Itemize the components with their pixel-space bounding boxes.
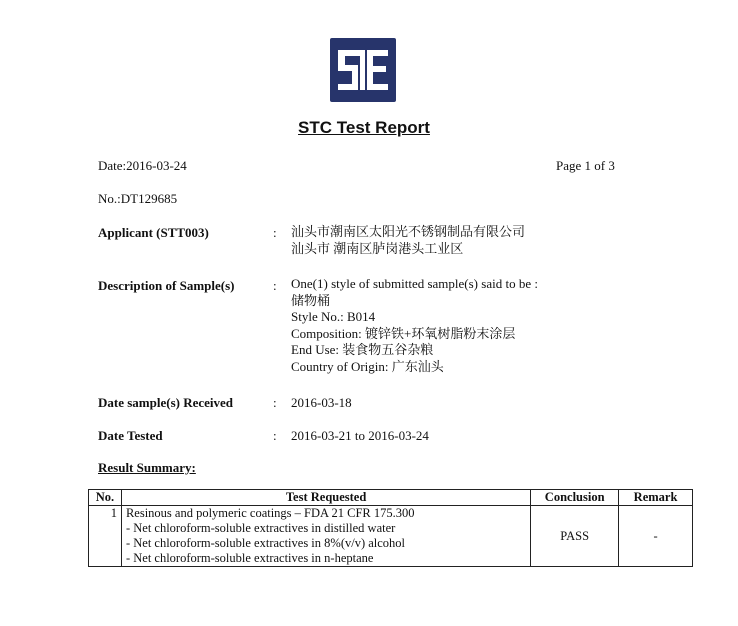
row-number: 1 (89, 506, 122, 567)
description-line: Country of Origin: 广东汕头 (291, 358, 444, 374)
table-header-row (89, 490, 693, 506)
header-no: No. (89, 490, 122, 506)
description-line: Composition: 镀锌铁+环氧树脂粉末涂层 (291, 325, 516, 341)
stc-logo (330, 38, 396, 102)
row-remark: - (619, 506, 693, 567)
applicant-colon: : (273, 225, 277, 240)
description-colon: : (273, 278, 277, 293)
applicant-line: 汕头市 潮南区胪岗港头工业区 (291, 240, 464, 256)
tested-label: Date Tested (98, 428, 163, 443)
header-remark: Remark (619, 490, 693, 506)
received-label: Date sample(s) Received (98, 395, 234, 410)
description-line: 储物桶 (291, 292, 331, 308)
description-value (291, 276, 538, 375)
tested-colon: : (273, 428, 277, 443)
logo-t-stem (360, 50, 365, 90)
test-line: - Net chloroform-soluble extractives in n-heptane (125, 551, 374, 565)
description-line: End Use: 装食物五谷杂粮 (291, 342, 434, 357)
report-title: STC Test Report (298, 118, 430, 137)
description-line: Style No.: B014 (291, 309, 376, 324)
logo-e-mark (367, 50, 388, 90)
result-summary-heading: Result Summary: (98, 460, 196, 475)
received-colon: : (273, 395, 277, 410)
received-value: 2016-03-18 (291, 395, 352, 410)
description-line: One(1) style of submitted sample(s) said to be : (291, 276, 538, 291)
test-line: - Net chloroform-soluble extractives in distilled water (125, 521, 396, 535)
header-conclusion: Conclusion (531, 490, 619, 506)
row-conclusion: PASS (531, 506, 619, 567)
page-indicator: Page 1 of 3 (556, 158, 615, 173)
table-row (89, 506, 693, 567)
header-test-requested: Test Requested (121, 490, 530, 506)
tested-value: 2016-03-21 to 2016-03-24 (291, 428, 429, 443)
result-summary-table (88, 489, 693, 567)
report-date: Date:2016-03-24 (98, 158, 187, 173)
applicant-value (291, 224, 525, 257)
row-test-requested (121, 506, 530, 567)
description-label: Description of Sample(s) (98, 278, 235, 293)
logo-s-mark (338, 50, 360, 90)
test-line: - Net chloroform-soluble extractives in 8%(v/v) alcohol (125, 536, 406, 550)
test-line: Resinous and polymeric coatings – FDA 21 CFR 175.300 (125, 506, 415, 520)
applicant-line: 汕头市潮南区太阳光不锈钢制品有限公司 (291, 224, 526, 239)
applicant-label: Applicant (STT003) (98, 225, 209, 240)
report-number: No.:DT129685 (98, 191, 178, 206)
